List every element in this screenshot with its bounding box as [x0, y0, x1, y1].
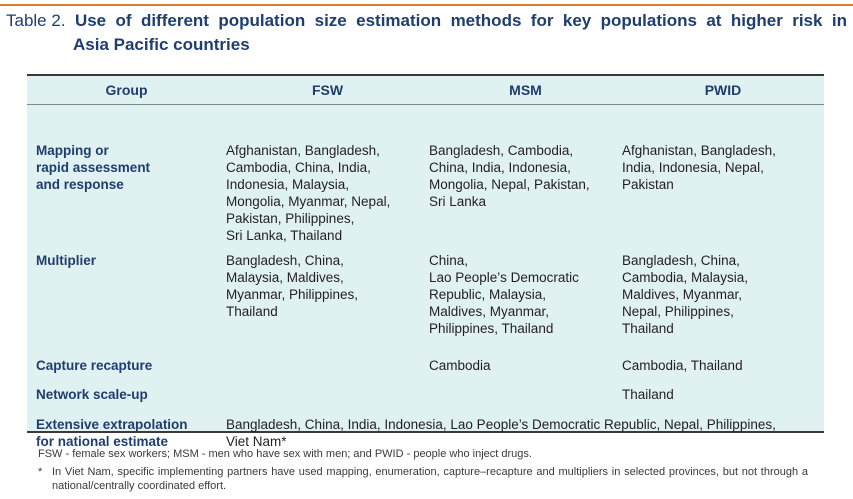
table-row — [27, 416, 824, 450]
msm-cell: Bangladesh, Cambodia, China, India, Indonesia, Mongolia, Nepal, Pakistan, Sri Lanka — [429, 143, 590, 209]
pwid-cell: Thailand — [622, 387, 674, 402]
header-divider — [27, 104, 824, 105]
table-header-row — [27, 76, 824, 104]
group-cell: Capture recapture — [36, 358, 153, 373]
methods-table — [27, 74, 824, 449]
caption-line-2: Asia Pacific countries — [73, 35, 250, 54]
table-row — [27, 357, 824, 374]
caption-word: population — [218, 11, 306, 30]
caption-word: estimation — [356, 11, 442, 30]
fsw-cell — [226, 386, 429, 403]
fsw-cell — [226, 357, 429, 374]
caption-word: for — [530, 11, 554, 30]
fsw-cell: Bangladesh, China, Malaysia, Maldives, Myanmar, Philippines, Thailand — [226, 253, 359, 319]
caption-word: populations — [600, 11, 697, 30]
caption-word: higher — [730, 11, 783, 30]
pwid-cell: Cambodia, Thailand — [622, 358, 743, 373]
msm-cell — [429, 386, 622, 403]
span-cell: Bangladesh, China, India, Indonesia, Lao People’s Democratic Republic, Nepal, Philippines, Viet Nam* — [226, 417, 776, 449]
table-row — [27, 386, 824, 403]
header-pwid: PWID — [704, 82, 742, 98]
table-caption — [6, 9, 847, 57]
group-cell: Network scale-up — [36, 387, 148, 402]
footnote-text: In Viet Nam, specific implementing partners have used mapping, enumeration, capture–recapture and multipliers in selected provinces, but not through a national/centrally coordinated effort. — [52, 466, 808, 492]
caption-label: Table 2. — [6, 11, 66, 30]
fsw-cell: Afghanistan, Bangladesh, Cambodia, China, India, Indonesia, Malaysia, Mongolia, Myanmar, Nepal, Pakistan, Philippines, Sri Lanka, Thailand — [226, 143, 391, 243]
table-row — [27, 142, 824, 244]
caption-word: of — [115, 11, 132, 30]
header-group: Group — [105, 82, 148, 98]
table-body — [27, 104, 824, 449]
star-footnote — [38, 465, 808, 493]
msm-cell: China, Lao People’s Democratic Republic, Malaysia, Maldives, Myanmar, Philippines, Thailand — [429, 253, 579, 336]
pwid-cell: Afghanistan, Bangladesh, India, Indonesia, Nepal, Pakistan — [622, 143, 776, 192]
top-accent-rule — [0, 4, 853, 6]
group-cell: Mapping or rapid assessment and response — [36, 143, 151, 192]
table-row — [27, 252, 824, 337]
caption-word: key — [562, 11, 592, 30]
group-cell: Extensive extrapolation for national estimate — [36, 417, 188, 449]
header-msm: MSM — [509, 82, 542, 98]
caption-word: size — [314, 11, 347, 30]
caption-word: different — [140, 11, 209, 30]
caption-word: Use — [74, 11, 107, 30]
header-fsw: FSW — [311, 82, 344, 98]
caption-word: risk — [792, 11, 823, 30]
msm-cell: Cambodia — [429, 358, 491, 373]
caption-word: methods — [450, 11, 522, 30]
caption-word: in — [831, 11, 847, 30]
group-cell: Multiplier — [36, 253, 96, 268]
abbreviations-footnote: FSW - female sex workers; MSM - men who have sex with men; and PWID - people who inject drugs. — [38, 448, 532, 460]
caption-word: at — [706, 11, 722, 30]
caption-line-1 — [6, 9, 847, 33]
pwid-cell: Bangladesh, China, Cambodia, Malaysia, Maldives, Myanmar, Nepal, Philippines, Thailand — [622, 253, 749, 336]
footnote-marker: * — [38, 466, 43, 478]
